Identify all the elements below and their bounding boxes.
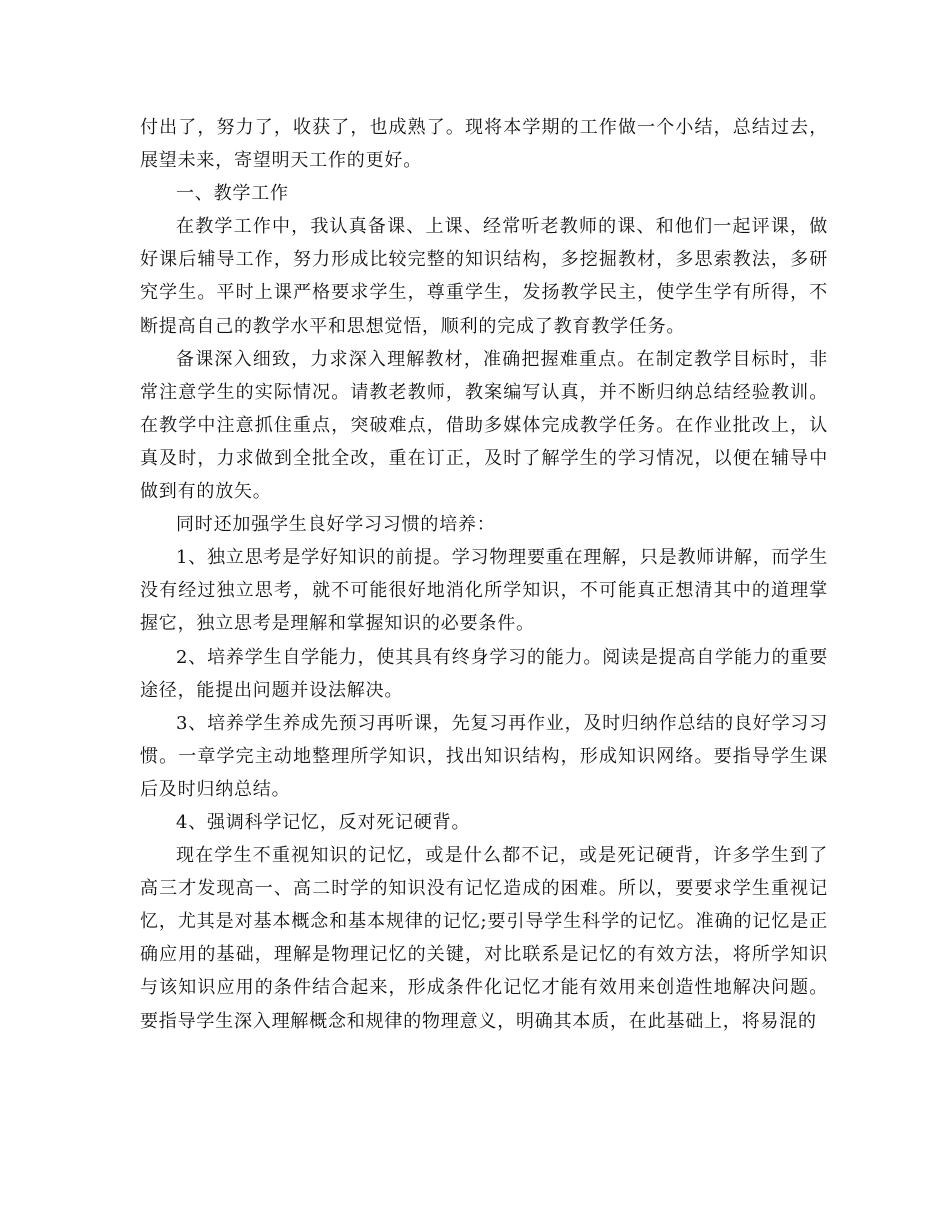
paragraph-habits-intro: 同时还加强学生良好学习习惯的培养：	[176, 514, 496, 536]
document-page	[140, 111, 828, 1038]
paragraph-intro: 付出了，努力了，收获了，也成熟了。现将本学期的工作做一个小结，总结过去，展望未来，寄望明天工作的更好。	[140, 117, 828, 172]
list-item-preview-review: 3、培养学生养成先预习再听课，先复习再作业，及时归纳作总结的良好学习习惯。一章学完主动地整理所学知识，找出知识结构，形成知识网络。要指导学生课后及时归纳总结。	[140, 712, 828, 800]
paragraph-memory-detail: 现在学生不重视知识的记忆，或是什么都不记，或是死记硬背，许多学生到了高三才发现高一、高二时学的知识没有记忆造成的困难。所以，要要求学生重视记忆，尤其是对基本概念和基本规律的记忆;要引导学生科学的记忆。准确的记忆是正确应用的基础，理解是物理记忆的关键，对比联系是记忆的有效方法，将所学知识与该知识应用的条件结合起来，形成条件化记忆才能有效用来创造性地解决问题。要指导学生深入理解概念和规律的物理意义，明确其本质，在此基础上，将易混的	[140, 845, 828, 1032]
list-item-independent-thinking: 1、独立思考是学好知识的前提。学习物理要重在理解，只是教师讲解，而学生没有经过独立思考，就不可能很好地消化所学知识，不可能真正想清其中的道理掌握它，独立思考是理解和掌握知识的必要条件。	[140, 547, 828, 635]
section-heading-teaching: 一、教学工作	[176, 183, 289, 205]
paragraph-teaching-work: 在教学工作中，我认真备课、上课、经常听老教师的课、和他们一起评课，做好课后辅导工作，努力形成比较完整的知识结构，多挖掘教材，多思索教法，多研究学生。平时上课严格要求学生，尊重学生，发扬教学民主，使学生学有所得，不断提高自己的教学水平和思想觉悟，顺利的完成了教育教学任务。	[140, 216, 828, 337]
paragraph-lesson-prep: 备课深入细致，力求深入理解教材，准确把握难重点。在制定教学目标时，非常注意学生的实际情况。请教老教师，教案编写认真，并不断归纳总结经验教训。在教学中注意抓住重点，突破难点，借助多媒体完成教学任务。在作业批改上，认真及时，力求做到全批全改，重在订正，及时了解学生的学习情况，以便在辅导中做到有的放矢。	[140, 348, 828, 503]
list-item-scientific-memory: 4、强调科学记忆，反对死记硬背。	[176, 811, 471, 833]
list-item-self-study: 2、培养学生自学能力，使其具有终身学习的能力。阅读是提高自学能力的重要途径，能提出问题并设法解决。	[140, 646, 828, 701]
